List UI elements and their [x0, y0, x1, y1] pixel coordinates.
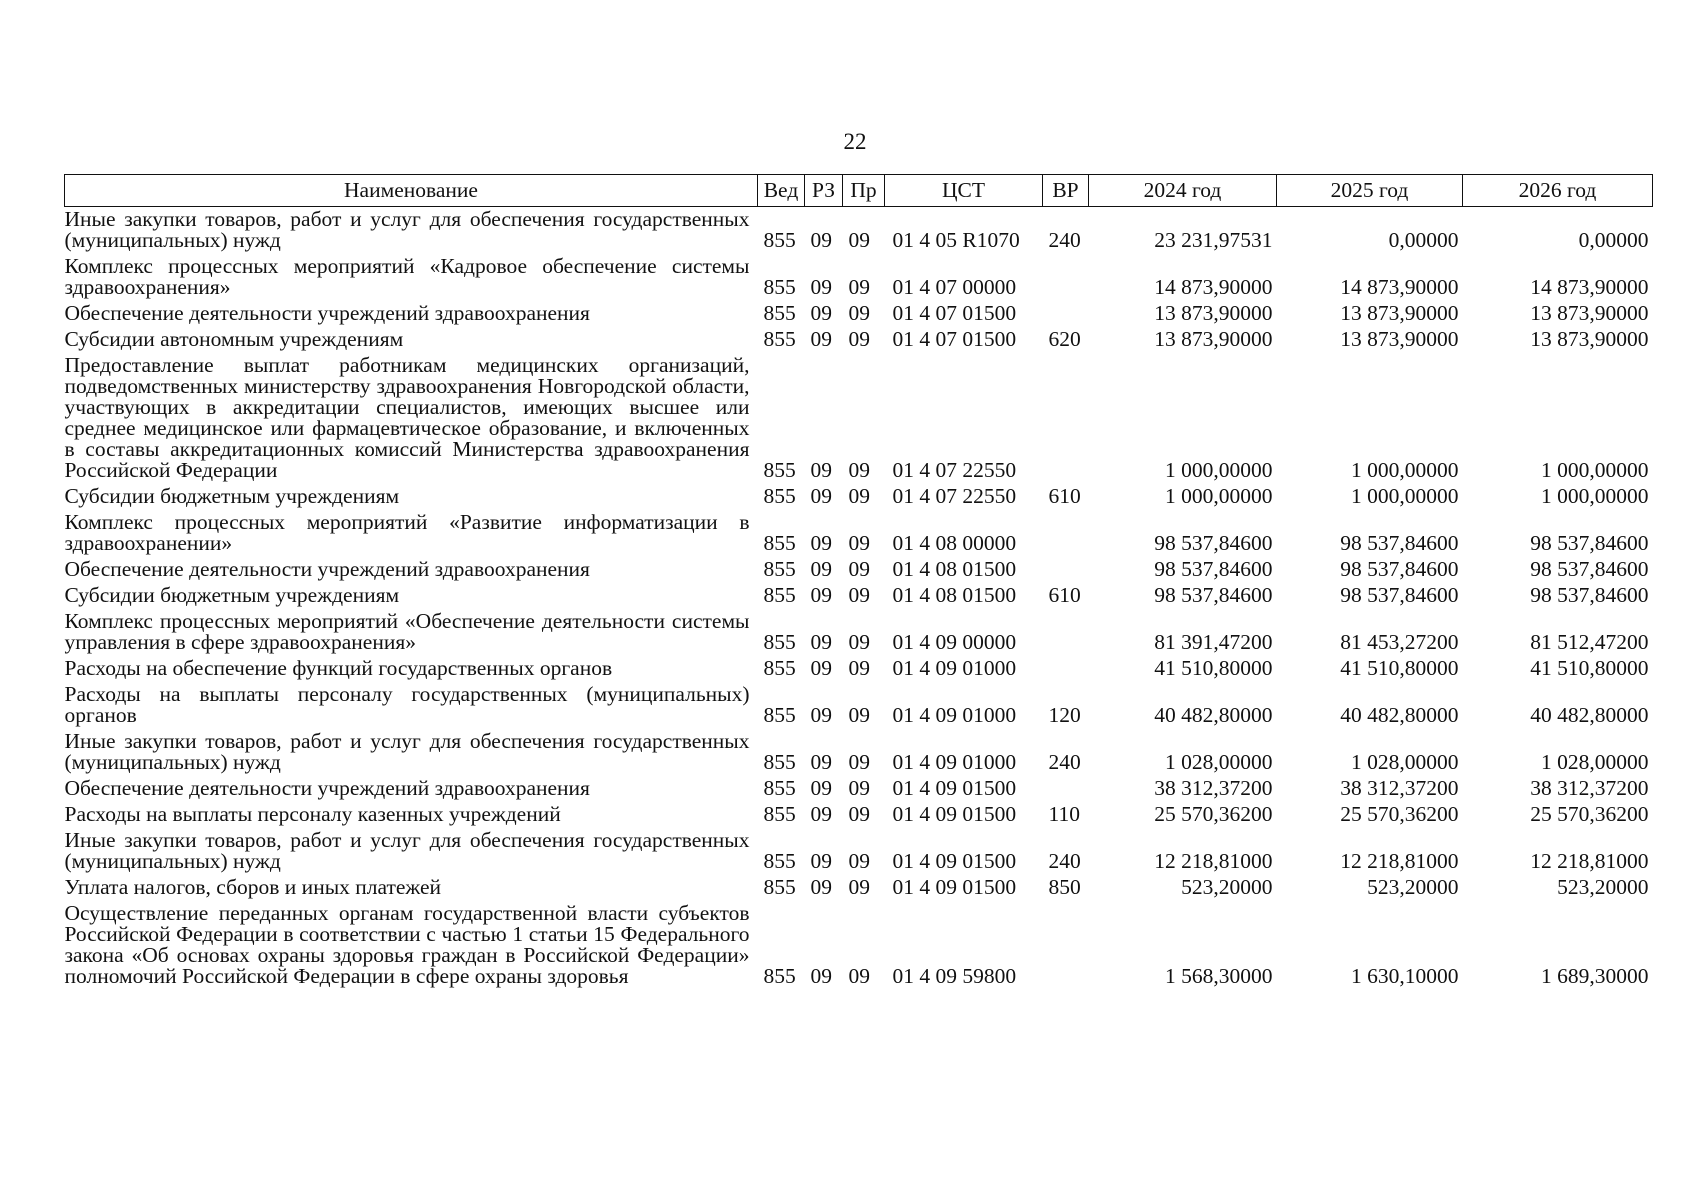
row-pr: 09 — [848, 557, 870, 581]
row-ved: 855 — [763, 656, 796, 680]
row-amount-2025: 98 537,84600 — [1340, 531, 1459, 555]
table-row — [65, 606, 1653, 653]
row-amount-2025: 1 000,00000 — [1351, 484, 1459, 508]
row-cst: 01 4 07 00000 — [892, 275, 1017, 299]
row-amount-2026: 14 873,90000 — [1530, 275, 1649, 299]
row-name: Иные закупки товаров, работ и услуг для обеспечения государственных (муниципальных) нужд — [64, 828, 750, 873]
row-cst: 01 4 08 00000 — [892, 531, 1017, 555]
row-pr: 09 — [848, 301, 870, 325]
row-rz: 09 — [810, 776, 832, 800]
row-ved: 855 — [763, 964, 796, 988]
row-pr: 09 — [848, 964, 870, 988]
row-name: Субсидии автономным учреждениям — [64, 327, 404, 351]
row-rz: 09 — [810, 964, 832, 988]
row-pr: 09 — [848, 583, 870, 607]
row-pr: 09 — [848, 776, 870, 800]
row-ved: 855 — [763, 875, 796, 899]
row-amount-2026: 1 000,00000 — [1541, 484, 1649, 508]
table-row — [65, 580, 1653, 606]
row-vr: 240 — [1048, 228, 1081, 252]
row-vr — [1043, 653, 1089, 679]
table-row — [65, 251, 1653, 298]
row-name: Уплата налогов, сборов и иных платежей — [64, 875, 442, 899]
row-ved: 855 — [763, 531, 796, 555]
row-cst: 01 4 09 59800 — [892, 964, 1017, 988]
row-amount-2026: 1 028,00000 — [1541, 750, 1649, 774]
row-amount-2025: 38 312,37200 — [1340, 776, 1459, 800]
table-row — [65, 679, 1653, 726]
row-amount-2024: 14 873,90000 — [1154, 275, 1273, 299]
row-vr: 610 — [1048, 484, 1081, 508]
row-rz: 09 — [810, 327, 832, 351]
header-2025: 2025 год — [1277, 175, 1463, 207]
row-cst: 01 4 09 01500 — [892, 776, 1017, 800]
row-amount-2025: 25 570,36200 — [1340, 802, 1459, 826]
row-rz: 09 — [810, 849, 832, 873]
row-pr: 09 — [848, 275, 870, 299]
table-row — [65, 324, 1653, 350]
row-cst: 01 4 08 01500 — [892, 557, 1017, 581]
row-vr — [1043, 507, 1089, 554]
row-pr: 09 — [848, 849, 870, 873]
table-body — [65, 207, 1653, 988]
row-amount-2026: 40 482,80000 — [1530, 703, 1649, 727]
row-cst: 01 4 05 R1070 — [892, 228, 1020, 252]
row-pr: 09 — [848, 458, 870, 482]
row-name: Расходы на обеспечение функций государственных органов — [64, 656, 613, 680]
row-amount-2025: 12 218,81000 — [1340, 849, 1459, 873]
row-amount-2025: 40 482,80000 — [1340, 703, 1459, 727]
row-vr: 610 — [1048, 583, 1081, 607]
row-ved: 855 — [763, 458, 796, 482]
row-ved: 855 — [763, 275, 796, 299]
row-ved: 855 — [763, 301, 796, 325]
row-vr — [1043, 606, 1089, 653]
row-pr: 09 — [848, 750, 870, 774]
row-amount-2024: 38 312,37200 — [1154, 776, 1273, 800]
row-amount-2024: 12 218,81000 — [1154, 849, 1273, 873]
row-vr — [1043, 554, 1089, 580]
row-name: Субсидии бюджетным учреждениям — [64, 583, 400, 607]
row-name: Комплекс процессных мероприятий «Обеспечение деятельности системы управления в сфере здравоохранения» — [64, 609, 750, 654]
row-vr: 110 — [1048, 802, 1080, 826]
row-amount-2026: 98 537,84600 — [1530, 531, 1649, 555]
row-rz: 09 — [810, 802, 832, 826]
budget-table — [64, 174, 1653, 987]
row-amount-2025: 98 537,84600 — [1340, 583, 1459, 607]
row-amount-2025: 41 510,80000 — [1340, 656, 1459, 680]
row-amount-2026: 38 312,37200 — [1530, 776, 1649, 800]
row-amount-2024: 40 482,80000 — [1154, 703, 1273, 727]
row-amount-2025: 1 630,10000 — [1351, 964, 1459, 988]
header-pr: Пр — [843, 175, 885, 207]
table-row — [65, 207, 1653, 252]
row-amount-2024: 13 873,90000 — [1154, 327, 1273, 351]
row-cst: 01 4 09 00000 — [892, 630, 1017, 654]
row-rz: 09 — [810, 583, 832, 607]
row-cst: 01 4 07 22550 — [892, 484, 1017, 508]
row-rz: 09 — [810, 275, 832, 299]
row-amount-2025: 13 873,90000 — [1340, 301, 1459, 325]
row-vr: 850 — [1048, 875, 1081, 899]
header-rz: РЗ — [805, 175, 843, 207]
row-amount-2025: 13 873,90000 — [1340, 327, 1459, 351]
row-rz: 09 — [810, 703, 832, 727]
row-ved: 855 — [763, 557, 796, 581]
row-name: Обеспечение деятельности учреждений здравоохранения — [64, 776, 590, 800]
row-rz: 09 — [810, 228, 832, 252]
header-cst: ЦСТ — [885, 175, 1043, 207]
table-row — [65, 350, 1653, 481]
row-ved: 855 — [763, 583, 796, 607]
row-amount-2025: 98 537,84600 — [1340, 557, 1459, 581]
row-cst: 01 4 07 22550 — [892, 458, 1017, 482]
row-amount-2025: 14 873,90000 — [1340, 275, 1459, 299]
row-rz: 09 — [810, 301, 832, 325]
row-ved: 855 — [763, 750, 796, 774]
row-amount-2024: 98 537,84600 — [1154, 531, 1273, 555]
row-name: Предоставление выплат работникам медицинских организаций, подведомственных министерству здравоохранения Новгородской области, участвующих в аккредитации специалистов, имеющих высшее или среднее медицинское или фармацевтическое образование, и включенных в составы аккредитационных комиссий Министерства здравоохранения Российской Федерации — [64, 353, 750, 482]
row-ved: 855 — [763, 484, 796, 508]
table-row — [65, 825, 1653, 872]
row-pr: 09 — [848, 228, 870, 252]
row-pr: 09 — [848, 656, 870, 680]
row-amount-2024: 1 000,00000 — [1165, 484, 1273, 508]
row-rz: 09 — [810, 875, 832, 899]
row-name: Расходы на выплаты персоналу государственных (муниципальных) органов — [64, 682, 750, 727]
row-pr: 09 — [848, 630, 870, 654]
row-name: Иные закупки товаров, работ и услуг для обеспечения государственных (муниципальных) нужд — [64, 729, 750, 774]
row-ved: 855 — [763, 228, 796, 252]
table-row — [65, 481, 1653, 507]
table-row — [65, 773, 1653, 799]
row-cst: 01 4 09 01000 — [892, 750, 1017, 774]
row-amount-2025: 81 453,27200 — [1340, 630, 1459, 654]
row-pr: 09 — [848, 875, 870, 899]
row-amount-2024: 25 570,36200 — [1154, 802, 1273, 826]
row-pr: 09 — [848, 531, 870, 555]
row-vr — [1043, 898, 1089, 987]
row-name: Обеспечение деятельности учреждений здравоохранения — [64, 301, 590, 325]
row-name: Иные закупки товаров, работ и услуг для обеспечения государственных (муниципальных) нужд — [64, 207, 750, 252]
row-amount-2025: 1 000,00000 — [1351, 458, 1459, 482]
row-cst: 01 4 09 01000 — [892, 656, 1017, 680]
row-amount-2024: 13 873,90000 — [1154, 301, 1273, 325]
row-amount-2026: 25 570,36200 — [1530, 802, 1649, 826]
header-2024: 2024 год — [1089, 175, 1277, 207]
row-name: Расходы на выплаты персоналу казенных учреждений — [64, 802, 561, 826]
header-name: Наименование — [65, 175, 758, 207]
row-amount-2024: 1 568,30000 — [1165, 964, 1273, 988]
row-rz: 09 — [810, 656, 832, 680]
row-amount-2024: 1 000,00000 — [1165, 458, 1273, 482]
row-rz: 09 — [810, 458, 832, 482]
row-vr — [1043, 251, 1089, 298]
row-ved: 855 — [763, 802, 796, 826]
row-vr — [1043, 773, 1089, 799]
row-pr: 09 — [848, 327, 870, 351]
row-amount-2024: 23 231,97531 — [1154, 228, 1273, 252]
row-name: Осуществление переданных органам государственной власти субъектов Российской Федерации в соответствии с частью 1 статьи 15 Федерального закона «Об основах охраны здоровья граждан в Российской Федерации» полномочий Российской Федерации в сфере охраны здоровья — [64, 901, 750, 988]
row-amount-2026: 41 510,80000 — [1530, 656, 1649, 680]
row-amount-2026: 523,20000 — [1557, 875, 1649, 899]
row-amount-2025: 1 028,00000 — [1351, 750, 1459, 774]
row-amount-2025: 0,00000 — [1388, 228, 1459, 252]
row-rz: 09 — [810, 531, 832, 555]
row-pr: 09 — [848, 484, 870, 508]
row-name: Комплекс процессных мероприятий «Кадровое обеспечение системы здравоохранения» — [64, 254, 750, 299]
row-cst: 01 4 09 01500 — [892, 875, 1017, 899]
header-vr: ВР — [1043, 175, 1089, 207]
row-rz: 09 — [810, 557, 832, 581]
table-row — [65, 298, 1653, 324]
row-cst: 01 4 07 01500 — [892, 301, 1017, 325]
row-vr: 240 — [1048, 750, 1081, 774]
row-cst: 01 4 09 01500 — [892, 802, 1017, 826]
row-rz: 09 — [810, 630, 832, 654]
row-pr: 09 — [848, 703, 870, 727]
row-ved: 855 — [763, 703, 796, 727]
row-amount-2024: 1 028,00000 — [1165, 750, 1273, 774]
row-cst: 01 4 08 01500 — [892, 583, 1017, 607]
row-ved: 855 — [763, 630, 796, 654]
row-pr: 09 — [848, 802, 870, 826]
row-ved: 855 — [763, 327, 796, 351]
row-name: Субсидии бюджетным учреждениям — [64, 484, 400, 508]
row-vr: 620 — [1048, 327, 1081, 351]
table-row — [65, 653, 1653, 679]
row-ved: 855 — [763, 849, 796, 873]
row-amount-2026: 98 537,84600 — [1530, 557, 1649, 581]
row-amount-2026: 1 000,00000 — [1541, 458, 1649, 482]
row-vr: 120 — [1048, 703, 1081, 727]
row-rz: 09 — [810, 750, 832, 774]
row-vr: 240 — [1048, 849, 1081, 873]
row-cst: 01 4 07 01500 — [892, 327, 1017, 351]
header-ved: Вед — [758, 175, 805, 207]
table-row — [65, 554, 1653, 580]
row-amount-2026: 12 218,81000 — [1530, 849, 1649, 873]
header-2026: 2026 год — [1463, 175, 1653, 207]
row-amount-2025: 523,20000 — [1367, 875, 1459, 899]
row-amount-2024: 523,20000 — [1181, 875, 1273, 899]
row-amount-2026: 13 873,90000 — [1530, 327, 1649, 351]
row-amount-2024: 81 391,47200 — [1154, 630, 1273, 654]
row-amount-2024: 98 537,84600 — [1154, 583, 1273, 607]
table-row — [65, 726, 1653, 773]
row-cst: 01 4 09 01500 — [892, 849, 1017, 873]
row-ved: 855 — [763, 776, 796, 800]
row-rz: 09 — [810, 484, 832, 508]
table-header-row — [65, 175, 1653, 207]
row-name: Обеспечение деятельности учреждений здравоохранения — [64, 557, 590, 581]
table-row — [65, 799, 1653, 825]
row-amount-2024: 98 537,84600 — [1154, 557, 1273, 581]
row-vr — [1043, 298, 1089, 324]
table-row — [65, 872, 1653, 898]
row-amount-2026: 0,00000 — [1578, 228, 1649, 252]
page-number: 22 — [843, 129, 867, 154]
row-amount-2026: 98 537,84600 — [1530, 583, 1649, 607]
row-amount-2024: 41 510,80000 — [1154, 656, 1273, 680]
table-row — [65, 898, 1653, 987]
row-amount-2026: 1 689,30000 — [1541, 964, 1649, 988]
row-vr — [1043, 350, 1089, 481]
table-row — [65, 507, 1653, 554]
row-cst: 01 4 09 01000 — [892, 703, 1017, 727]
row-amount-2026: 13 873,90000 — [1530, 301, 1649, 325]
row-amount-2026: 81 512,47200 — [1530, 630, 1649, 654]
row-name: Комплекс процессных мероприятий «Развитие информатизации в здравоохранении» — [64, 510, 750, 555]
